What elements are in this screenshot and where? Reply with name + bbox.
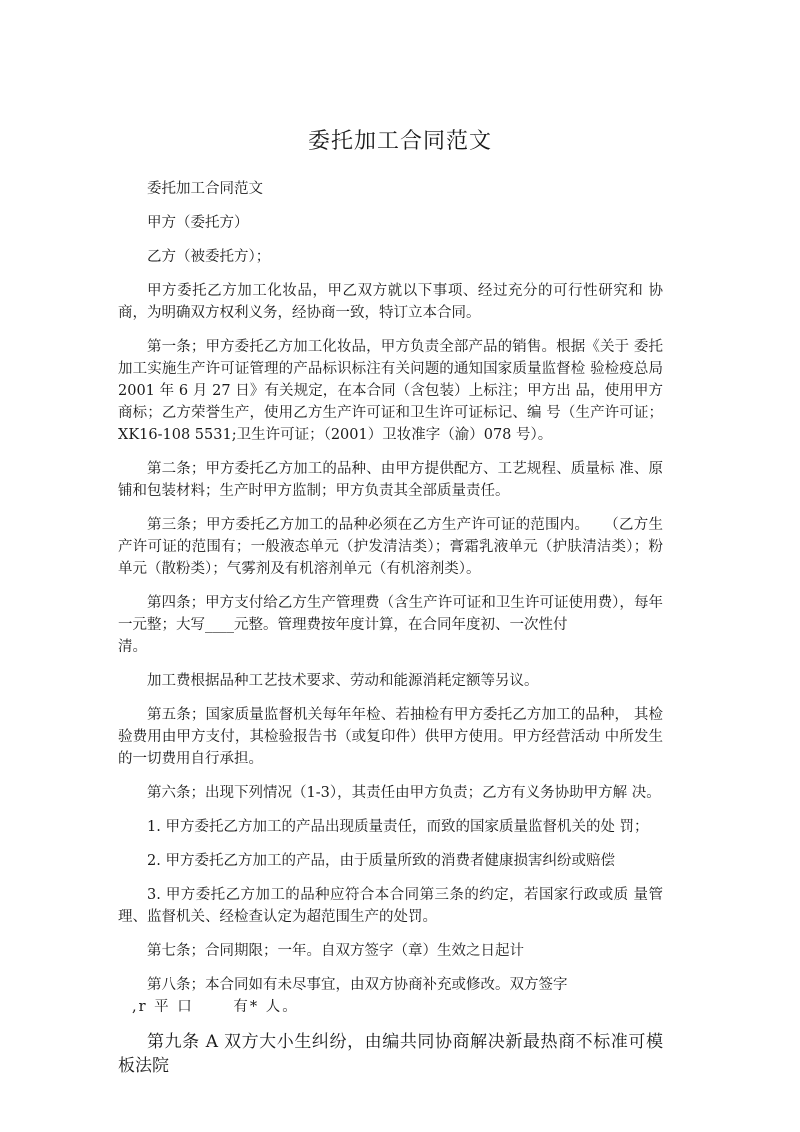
signature-text: ,r 平 口 有* 人。	[132, 999, 299, 1015]
paragraph-article-4: 第四条；甲方支付给乙方生产管理费（含生产许可证和卫生许可证使用费），每年一元整；大写____元整。管理费按年度计算，在合同年度初、一次性付	[118, 595, 663, 633]
paragraph-article-3: 第三条；甲方委托乙方加工的品种必须在乙方生产许可证的范围内。 （乙方生产许可证的范围有；一般液态单元（护发清洁类）；膏霜乳液单元（护肤清洁类）；粉单元（散粉类）；气雾剂及有机溶剂单元（有机溶剂类）。	[118, 517, 663, 577]
paragraph-article-5: 第五条；国家质量监督机关每年年检、若抽检有甲方委托乙方加工的品种， 其检验费用由甲方支付，其检验报告书（或复印件）供甲方使用。甲方经营活动 中所发生的一切费用自行承担。	[118, 707, 663, 767]
signature-line	[118, 996, 663, 1018]
paragraph-article-4-continued: 清。	[118, 639, 147, 655]
document-body	[118, 178, 663, 1090]
paragraph-article-7: 第七条；合同期限；一年。自双方签字（章）生效之日起计	[147, 943, 524, 959]
paragraph-article-8: 第八条；本合同如有未尽事宜，由双方协商补充或修改。双方签字	[147, 977, 568, 993]
document-title: 委托加工合同范文	[307, 129, 492, 154]
paragraph-party-b: 乙方（被委托方）；	[147, 249, 271, 265]
list-item-1: 1. 甲方委托乙方加工的产品出现质量责任，而致的国家质量监督机关的处 罚；	[147, 819, 649, 835]
list-item-3: 3. 甲方委托乙方加工的品种应符合本合同第三条的约定，若国家行政或质 量管理、监督机关、经检查认定为超范围生产的处罚。	[118, 887, 663, 925]
paragraph-processing-fee: 加工费根据品种工艺技术要求、劳动和能源消耗定额等另议。	[147, 673, 539, 689]
paragraph-article-2: 第二条；甲方委托乙方加工的品种、由甲方提供配方、工艺规程、质量标 准、原铺和包装材料；生产时甲方监制；甲方负责其全部质量责任。	[118, 461, 663, 499]
paragraph-heading: 委托加工合同范文	[147, 181, 263, 197]
list-item-2: 2. 甲方委托乙方加工的产品，由于质量所致的消费者健康损害纠纷或赔偿	[147, 853, 615, 869]
paragraph-article-9: 第九条 A 双方大小生纠纷，由编共同协商解决新最热商不标准可模板法院	[118, 1032, 663, 1076]
paragraph-preamble: 甲方委托乙方加工化妆品，甲乙双方就以下事项、经过充分的可行性研究和 协商，为明确双方权利义务，经协商一致，特订立本合同。	[118, 283, 663, 321]
paragraph-article-6: 第六条；出现下列情况（1-3），其责任由甲方负责；乙方有义务协助甲方解 决。	[147, 785, 661, 801]
paragraph-party-a: 甲方（委托方）	[147, 215, 249, 231]
paragraph-article-1: 第一条；甲方委托乙方加工化妆品，甲方负责全部产品的销售。根据《关于 委托加工实施生产许可证管理的产品标识标注有关问题的通知国家质量监督检 验检疫总局 2001 年 6 月 27 日》有关规定，在本合同（含包装）上标注；甲方出 品，使用甲方商标；乙方荣誉生产，使用乙方生产许可证和卫生许可证标记、编 号（生产许可证；XK16-108 5531;卫生许可证；（2001）卫妆准字（渝）078 号）。	[118, 339, 663, 443]
